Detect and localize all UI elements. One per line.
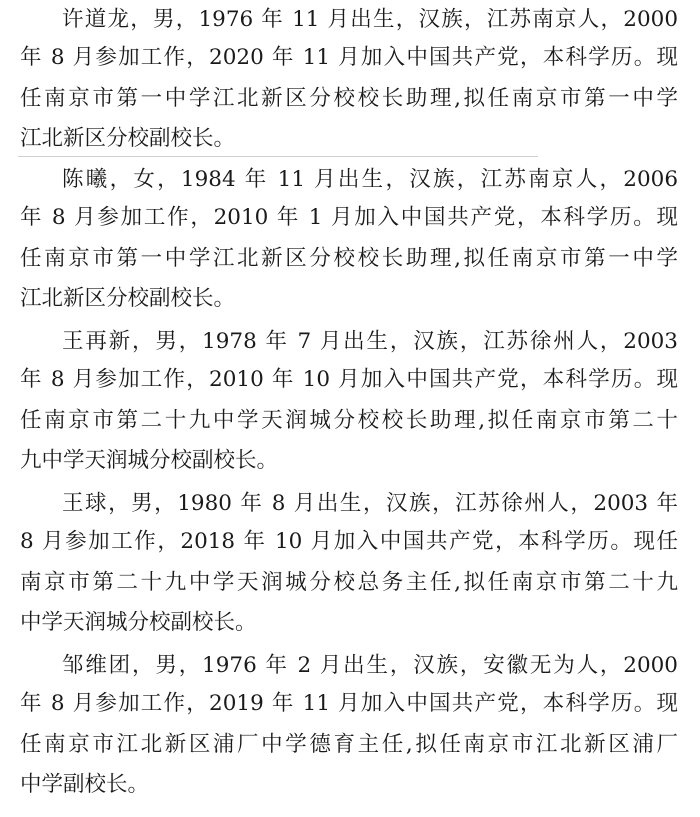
candidate-entry-2 — [0, 160, 700, 320]
entry-line: 王球，男，1980 年 8 月出生，汉族，江苏徐州人，2003 年 — [62, 491, 678, 516]
candidate-entry-4 — [0, 484, 700, 644]
entry-line: 年 8 月参加工作，2010 年 10 月加入中国共产党，本科学历。现 — [20, 367, 678, 392]
entry-line: 陈曦，女，1984 年 11 月出生，汉族，江苏南京人，2006 — [62, 167, 678, 192]
entry-line: 江北新区分校副校长。 — [20, 126, 236, 151]
entry-line: 8 月参加工作，2018 年 10 月加入中国共产党，本科学历。现任 — [20, 529, 678, 554]
candidate-entry-5 — [0, 646, 700, 806]
section-divider — [18, 156, 538, 157]
candidate-entry-1 — [0, 0, 700, 160]
entry-line: 年 8 月参加工作，2010 年 1 月加入中国共产党，本科学历。现 — [20, 205, 678, 230]
entry-line: 南京市第二十九中学天润城分校总务主任,拟任南京市第二十九 — [20, 570, 678, 595]
entry-line: 中学副校长。 — [20, 772, 150, 797]
entry-line: 中学天润城分校副校长。 — [20, 610, 257, 635]
candidate-entry-3 — [0, 322, 700, 482]
entry-line: 任南京市江北新区浦厂中学德育主任,拟任南京市江北新区浦厂 — [20, 732, 678, 757]
entry-line: 任南京市第二十九中学天润城分校校长助理,拟任南京市第二十 — [20, 408, 678, 433]
entry-line: 任南京市第一中学江北新区分校校长助理,拟任南京市第一中学 — [20, 246, 678, 271]
entry-line: 王再新，男，1978 年 7 月出生，汉族，江苏徐州人，2003 — [62, 329, 678, 354]
entry-line: 九中学天润城分校副校长。 — [20, 448, 279, 473]
entry-line: 邹维团，男，1976 年 2 月出生，汉族，安徽无为人，2000 — [62, 653, 678, 678]
entry-line: 年 8 月参加工作，2019 年 11 月加入中国共产党，本科学历。现 — [20, 691, 678, 716]
entry-line: 江北新区分校副校长。 — [20, 286, 236, 311]
entry-line: 任南京市第一中学江北新区分校校长助理,拟任南京市第一中学 — [20, 86, 678, 111]
entry-line: 许道龙，男，1976 年 11 月出生，汉族，江苏南京人，2000 — [62, 7, 678, 32]
entry-line: 年 8 月参加工作，2020 年 11 月加入中国共产党，本科学历。现 — [20, 45, 678, 70]
